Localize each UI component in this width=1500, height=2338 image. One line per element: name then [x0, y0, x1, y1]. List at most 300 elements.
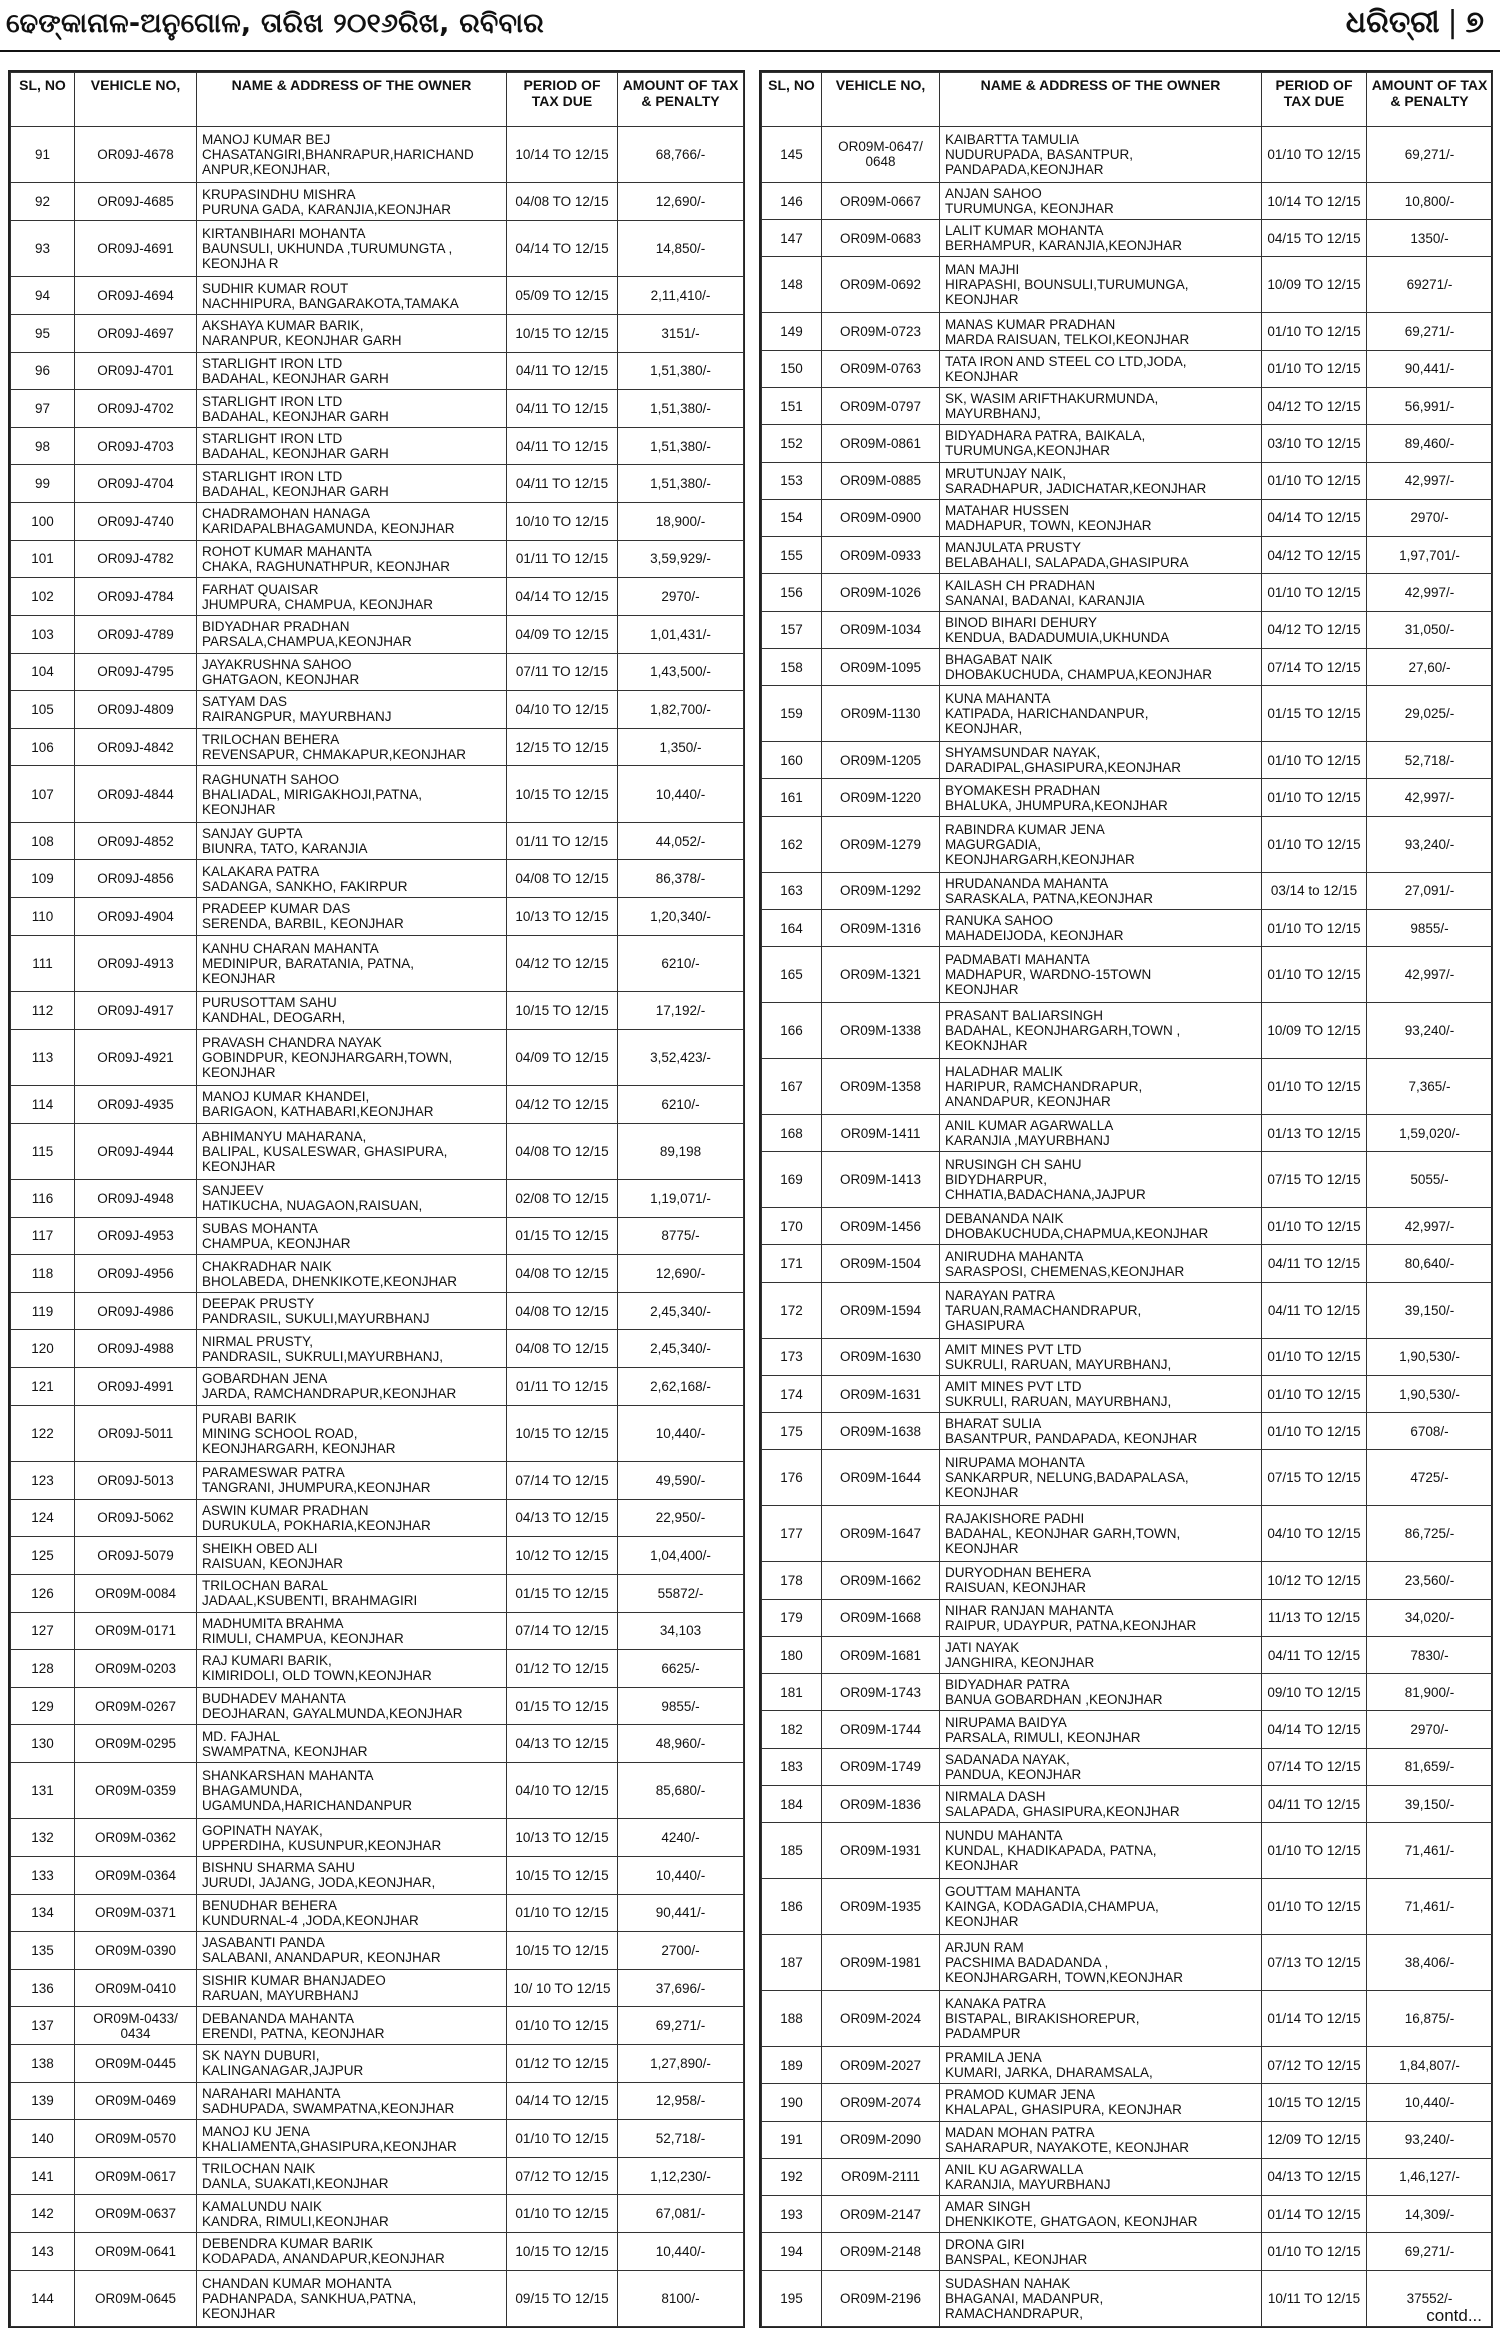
owner-line: DEBANANDA MAHANTA: [202, 2010, 355, 2026]
owner-cell: [940, 2084, 1262, 2121]
period-cell: 07/14 TO 12/15: [507, 1462, 618, 1500]
owner-cell: [940, 816, 1262, 872]
owner-cell: [940, 909, 1262, 946]
owner-line: SK NAYN DUBURI,: [202, 2048, 320, 2064]
owner-line: KATIPADA, HARICHANDANPUR,: [945, 706, 1149, 722]
owner-line: SHANKARSHAN MAHANTA: [202, 1768, 374, 1784]
owner-line: BERHAMPUR, KARANJIA,KEONJHAR: [945, 238, 1183, 254]
owner-line: RAIPUR, UDAYPUR, PATNA,KEONJHAR: [945, 1617, 1197, 1633]
owner-line: BADAHAL, KEONJHAR GARH: [202, 408, 389, 424]
amount-cell: 81,900/-: [1367, 1674, 1493, 1711]
period-cell: 04/13 TO 12/15: [1262, 2158, 1367, 2195]
amount-cell: 86,378/-: [618, 860, 744, 898]
vehicle-no-cell: OR09J-4740: [75, 503, 197, 541]
amount-cell: 89,198: [618, 1123, 744, 1179]
page-number: ୭: [1465, 5, 1484, 40]
amount-cell: 52,718/-: [1367, 742, 1493, 779]
owner-line: TRILOCHAN BARAL: [202, 1578, 329, 1594]
vehicle-no-cell: OR09M-1095: [822, 648, 940, 685]
table-row: [11, 465, 744, 503]
sl-cell: 140: [11, 2120, 75, 2158]
sl-cell: 158: [762, 648, 822, 685]
vehicle-no-cell: OR09M-1034: [822, 611, 940, 648]
table-row: [762, 1506, 1493, 1562]
owner-cell: [197, 2120, 507, 2158]
period-cell: 04/14 TO 12/15: [507, 2082, 618, 2120]
amount-cell: 12,958/-: [618, 2082, 744, 2120]
owner-cell: [197, 1330, 507, 1368]
vehicle-no-cell: OR09J-4704: [75, 465, 197, 503]
period-cell: 01/10 TO 12/15: [1262, 2233, 1367, 2270]
owner-line: ANIL KU AGARWALLA: [945, 2161, 1084, 2177]
sl-cell: 112: [11, 991, 75, 1029]
vehicle-no-cell: OR09M-1749: [822, 1748, 940, 1785]
table-row: [11, 1499, 744, 1537]
owner-line: BHAGANAI, MADANPUR,: [945, 2290, 1104, 2306]
amount-cell: 1,51,380/-: [618, 352, 744, 390]
sl-cell: 141: [11, 2157, 75, 2195]
period-cell: 04/14 TO 12/15: [507, 578, 618, 616]
vehicle-no-cell: OR09M-0797: [822, 387, 940, 424]
sl-cell: 172: [762, 1282, 822, 1338]
owner-line: TRILOCHAN BEHERA: [202, 732, 340, 748]
period-cell: 04/11 TO 12/15: [1262, 1282, 1367, 1338]
owner-line: RARUAN, MAYURBHANJ: [202, 1988, 359, 2004]
owner-cell: [940, 1338, 1262, 1375]
period-cell: 10/12 TO 12/15: [1262, 1562, 1367, 1599]
owner-cell: [940, 313, 1262, 350]
amount-cell: 1,84,807/-: [1367, 2046, 1493, 2083]
amount-cell: 1,82,700/-: [618, 691, 744, 729]
table-row: [762, 1114, 1493, 1151]
amount-cell: 7830/-: [1367, 1636, 1493, 1673]
owner-line: KARANJIA ,MAYURBHANJ: [945, 1133, 1110, 1149]
owner-line: KALAKARA PATRA: [202, 863, 320, 879]
owner-line: JASABANTI PANDA: [202, 1935, 325, 1951]
sl-cell: 169: [762, 1152, 822, 1208]
period-cell: 04/12 TO 12/15: [1262, 387, 1367, 424]
amount-cell: 2970/-: [1367, 1711, 1493, 1748]
owner-line: RAISUAN, KEONJHAR: [202, 1555, 344, 1571]
owner-line: SHYAMSUNDAR NAYAK,: [945, 745, 1101, 761]
owner-line: MADHUMITA BRAHMA: [202, 1615, 344, 1631]
period-cell: 07/13 TO 12/15: [1262, 1935, 1367, 1991]
amount-cell: 1,19,071/-: [618, 1180, 744, 1218]
sl-cell: 182: [762, 1711, 822, 1748]
vehicle-no-cell: OR09J-4685: [75, 183, 197, 221]
sl-cell: 99: [11, 465, 75, 503]
owner-line: KALINGANAGAR,JAJPUR: [202, 2063, 364, 2079]
sl-cell: 142: [11, 2195, 75, 2233]
sl-cell: 147: [762, 220, 822, 257]
owner-line: DRONA GIRI: [945, 2236, 1025, 2252]
vehicle-no-cell: OR09M-0647/ 0648: [822, 127, 940, 183]
amount-cell: 1,12,230/-: [618, 2157, 744, 2195]
owner-cell: [940, 350, 1262, 387]
table-row: [11, 183, 744, 221]
owner-line: KAINGA, KODAGADIA,CHAMPUA,: [945, 1899, 1159, 1915]
sl-cell: 154: [762, 499, 822, 536]
owner-line: GOBINDPUR, KEONJHARGARH,TOWN,: [202, 1049, 453, 1065]
sl-cell: 120: [11, 1330, 75, 1368]
amount-cell: 27,091/-: [1367, 872, 1493, 909]
period-cell: 04/12 TO 12/15: [507, 1086, 618, 1124]
table-row: [762, 1562, 1493, 1599]
owner-line: NUNDU MAHANTA: [945, 1828, 1063, 1844]
period-cell: 01/10 TO 12/15: [507, 2195, 618, 2233]
sl-cell: 104: [11, 653, 75, 691]
amount-cell: 93,240/-: [1367, 816, 1493, 872]
owner-line: DURUKULA, POKHARIA,KEONJHAR: [202, 1517, 431, 1533]
period-cell: 07/15 TO 12/15: [1262, 1152, 1367, 1208]
owner-cell: [940, 1991, 1262, 2047]
sl-cell: 125: [11, 1537, 75, 1575]
table-row: [11, 127, 744, 183]
owner-cell: [940, 425, 1262, 462]
owner-line: SAHARAPUR, NAYAKOTE, KEONJHAR: [945, 2139, 1190, 2155]
owner-cell: [940, 1059, 1262, 1115]
period-cell: 05/09 TO 12/15: [507, 277, 618, 315]
period-cell: 04/11 TO 12/15: [1262, 1245, 1367, 1282]
amount-cell: 1,27,890/-: [618, 2045, 744, 2083]
sl-cell: 129: [11, 1687, 75, 1725]
owner-cell: [197, 897, 507, 935]
owner-line: MANOJ KU JENA: [202, 2123, 311, 2139]
table-row: [762, 1599, 1493, 1636]
owner-line: KEONJHARGARH,KEONJHAR: [945, 851, 1135, 867]
owner-line: NIRMAL PRUSTY,: [202, 1333, 314, 1349]
owner-line: JANGHIRA, KEONJHAR: [945, 1655, 1095, 1671]
owner-cell: [940, 611, 1262, 648]
owner-line: BADAHAL, KEONJHAR GARH: [202, 370, 389, 386]
vehicle-no-cell: OR09M-1836: [822, 1786, 940, 1823]
owner-line: RAJ KUMARI BARIK,: [202, 1653, 332, 1669]
sl-cell: 138: [11, 2045, 75, 2083]
owner-line: PURUNA GADA, KARANJIA,KEONJHAR: [202, 201, 452, 217]
owner-cell: [940, 872, 1262, 909]
masthead-logo: ଧରିତ୍ରୀ: [1345, 5, 1440, 40]
owner-cell: [197, 1405, 507, 1461]
amount-cell: 2,45,340/-: [618, 1292, 744, 1330]
period-cell: 07/11 TO 12/15: [507, 653, 618, 691]
table-row: [11, 1123, 744, 1179]
owner-cell: [197, 860, 507, 898]
owner-line: HIRAPASHI, BOUNSULI,TURUMUNGA,: [945, 277, 1189, 293]
amount-cell: 2,45,340/-: [618, 1330, 744, 1368]
sl-cell: 193: [762, 2196, 822, 2233]
owner-line: BAUNSULI, UKHUNDA ,TURUMUNGTA ,: [202, 241, 453, 257]
period-cell: 07/15 TO 12/15: [1262, 1450, 1367, 1506]
vehicle-no-cell: OR09J-4784: [75, 578, 197, 616]
table-row: [762, 1991, 1493, 2047]
vehicle-no-cell: OR09M-2148: [822, 2233, 940, 2270]
owner-line: AMAR SINGH: [945, 2199, 1031, 2215]
owner-cell: [197, 1180, 507, 1218]
sl-cell: 192: [762, 2158, 822, 2195]
owner-cell: [197, 2195, 507, 2233]
dateline: ଢେଙ୍କାନାଳ-ଅନୁଗୋଳ, ତାରିଖ ୨୦୧୬ରିଖ, ରବିବାର: [6, 8, 544, 39]
vehicle-no-cell: OR09M-0390: [75, 1932, 197, 1970]
amount-cell: 85,680/-: [618, 1762, 744, 1818]
amount-cell: 8775/-: [618, 1217, 744, 1255]
period-cell: 10/10 TO 12/15: [507, 503, 618, 541]
vehicle-no-cell: OR09J-4904: [75, 897, 197, 935]
owner-line: RANUKA SAHOO: [945, 913, 1054, 929]
sl-cell: 133: [11, 1856, 75, 1894]
owner-cell: [940, 2233, 1262, 2270]
owner-line: JATI NAYAK: [945, 1640, 1020, 1656]
owner-cell: [940, 1823, 1262, 1879]
sl-cell: 117: [11, 1217, 75, 1255]
owner-line: KHALAPAL, GHASIPURA, KEONJHAR: [945, 2102, 1182, 2118]
owner-line: ANJAN SAHOO: [945, 186, 1042, 202]
table-row: [762, 1003, 1493, 1059]
table-row: [11, 1762, 744, 1818]
masthead-separator: |: [1447, 5, 1458, 40]
owner-line: KUNDAL, KHADIKAPADA, PATNA,: [945, 1843, 1157, 1859]
table-row: [11, 2082, 744, 2120]
amount-cell: 67,081/-: [618, 2195, 744, 2233]
sl-cell: 167: [762, 1059, 822, 1115]
owner-line: STARLIGHT IRON LTD: [202, 431, 343, 447]
table-row: [762, 499, 1493, 536]
table-row: [11, 1330, 744, 1368]
owner-line: MANAS KUMAR PRADHAN: [945, 316, 1116, 332]
amount-cell: 23,560/-: [1367, 1562, 1493, 1599]
amount-cell: 1,46,127/-: [1367, 2158, 1493, 2195]
owner-cell: [940, 1636, 1262, 1673]
period-cell: 10/15 TO 12/15: [507, 315, 618, 353]
table-row: [762, 1636, 1493, 1673]
vehicle-no-cell: OR09J-4944: [75, 1123, 197, 1179]
owner-cell: [940, 1562, 1262, 1599]
owner-cell: [197, 315, 507, 353]
owner-line: HALADHAR MALIK: [945, 1063, 1063, 1079]
table-row: [11, 1217, 744, 1255]
owner-line: TARUAN,RAMACHANDRAPUR,: [945, 1302, 1142, 1318]
owner-line: RAJAKISHORE PADHI: [945, 1511, 1085, 1527]
owner-line: HRUDANANDA MAHANTA: [945, 875, 1109, 891]
owner-line: SK, WASIM ARIFTHAKURMUNDA,: [945, 391, 1159, 407]
owner-line: BYOMAKESH PRADHAN: [945, 782, 1101, 798]
sl-cell: 105: [11, 691, 75, 729]
owner-line: NIRUPAMA MOHANTA: [945, 1455, 1085, 1471]
amount-cell: 12,690/-: [618, 1255, 744, 1293]
table-row: [11, 1856, 744, 1894]
owner-cell: [197, 183, 507, 221]
owner-line: PARSALA, RIMULI, KEONJHAR: [945, 1729, 1141, 1745]
table-row: [762, 779, 1493, 816]
sl-cell: 166: [762, 1003, 822, 1059]
period-cell: 03/14 to 12/15: [1262, 872, 1367, 909]
col-name-header: NAME & ADDRESS OF THE OWNER: [197, 73, 507, 127]
period-cell: 04/08 TO 12/15: [507, 183, 618, 221]
period-cell: 10/15 TO 12/15: [507, 1932, 618, 1970]
amount-cell: 9855/-: [618, 1687, 744, 1725]
owner-cell: [197, 2157, 507, 2195]
owner-line: ROHOT KUMAR MAHANTA: [202, 543, 372, 559]
table-row: [11, 1725, 744, 1763]
sl-cell: 156: [762, 574, 822, 611]
period-cell: 10/15 TO 12/15: [507, 1856, 618, 1894]
owner-line: KEONJHAR: [945, 1858, 1019, 1874]
col-sl-header: SL, NO: [11, 73, 75, 127]
period-cell: 01/10 TO 12/15: [1262, 779, 1367, 816]
sl-cell: 188: [762, 1991, 822, 2047]
sl-cell: 171: [762, 1245, 822, 1282]
sl-cell: 174: [762, 1375, 822, 1412]
continued-note: contd...: [1426, 2306, 1482, 2325]
owner-line: PRASANT BALIARSINGH: [945, 1008, 1104, 1024]
owner-line: BASANTPUR, PANDAPADA, KEONJHAR: [945, 1431, 1198, 1447]
vehicle-no-cell: OR09M-1279: [822, 816, 940, 872]
owner-cell: [940, 779, 1262, 816]
owner-cell: [197, 1762, 507, 1818]
sl-cell: 114: [11, 1086, 75, 1124]
owner-cell: [197, 427, 507, 465]
period-cell: 01/10 TO 12/15: [1262, 127, 1367, 183]
table-row: [11, 2233, 744, 2271]
sl-cell: 164: [762, 909, 822, 946]
period-cell: 09/10 TO 12/15: [1262, 1674, 1367, 1711]
amount-cell: 18,900/-: [618, 503, 744, 541]
sl-cell: 168: [762, 1114, 822, 1151]
table-row: [11, 1819, 744, 1857]
amount-cell: 17,192/-: [618, 991, 744, 1029]
owner-cell: [197, 2045, 507, 2083]
owner-line: PADAMPUR: [945, 2026, 1021, 2042]
amount-cell: 16,875/-: [1367, 1991, 1493, 2047]
owner-cell: [940, 537, 1262, 574]
table-row: [762, 2233, 1493, 2270]
owner-line: KEONJHAR: [202, 1158, 276, 1174]
period-cell: 01/10 TO 12/15: [507, 1894, 618, 1932]
sl-cell: 122: [11, 1405, 75, 1461]
amount-cell: 9855/-: [1367, 909, 1493, 946]
owner-line: HATIKUCHA, NUAGAON,RAISUAN,: [202, 1198, 423, 1214]
amount-cell: 34,020/-: [1367, 1599, 1493, 1636]
vehicle-no-cell: OR09J-4809: [75, 691, 197, 729]
period-cell: 01/10 TO 12/15: [1262, 313, 1367, 350]
period-cell: 01/13 TO 12/15: [1262, 1114, 1367, 1151]
owner-line: PURUSOTTAM SAHU: [202, 995, 337, 1011]
amount-cell: 1,90,530/-: [1367, 1338, 1493, 1375]
owner-line: FARHAT QUAISAR: [202, 581, 319, 597]
sl-cell: 119: [11, 1292, 75, 1330]
vehicle-no-cell: OR09J-4795: [75, 653, 197, 691]
owner-line: BINOD BIHARI DEHURY: [945, 614, 1098, 630]
sl-cell: 115: [11, 1123, 75, 1179]
amount-cell: 27,60/-: [1367, 648, 1493, 685]
sl-cell: 131: [11, 1762, 75, 1818]
owner-cell: [940, 220, 1262, 257]
table-row: [762, 2084, 1493, 2121]
sl-cell: 135: [11, 1932, 75, 1970]
owner-cell: [940, 742, 1262, 779]
sl-cell: 102: [11, 578, 75, 616]
owner-line: CHHATIA,BADACHANA,JAJPUR: [945, 1187, 1146, 1203]
sl-cell: 190: [762, 2084, 822, 2121]
amount-cell: 1,51,380/-: [618, 465, 744, 503]
owner-cell: [940, 2196, 1262, 2233]
owner-line: KEONJHARGARH, TOWN,KEONJHAR: [945, 1970, 1184, 1986]
vehicle-no-cell: OR09M-1316: [822, 909, 940, 946]
table-row: [762, 1450, 1493, 1506]
vehicle-no-cell: OR09J-4703: [75, 427, 197, 465]
owner-cell: [197, 1217, 507, 1255]
vehicle-no-cell: OR09M-0885: [822, 462, 940, 499]
sl-cell: 184: [762, 1786, 822, 1823]
owner-line: BANUA GOBARDHAN ,KEONJHAR: [945, 1692, 1163, 1708]
table-row: [11, 1255, 744, 1293]
owner-line: ANIRUDHA MAHANTA: [945, 1248, 1084, 1264]
owner-cell: [197, 2082, 507, 2120]
vehicle-no-cell: OR09M-2147: [822, 2196, 940, 2233]
owner-line: SARADHAPUR, JADICHATAR,KEONJHAR: [945, 480, 1207, 496]
owner-line: SADANGA, SANKHO, FAKIRPUR: [202, 878, 408, 894]
vehicle-no-cell: OR09M-1644: [822, 1450, 940, 1506]
owner-line: KEONJHAR: [945, 1485, 1019, 1501]
amount-cell: 10,440/-: [1367, 2084, 1493, 2121]
sl-cell: 116: [11, 1180, 75, 1218]
vehicle-no-cell: OR09M-0861: [822, 425, 940, 462]
owner-line: CHADRAMOHAN HANAGA: [202, 506, 371, 522]
vehicle-no-cell: OR09J-4986: [75, 1292, 197, 1330]
amount-cell: 2970/-: [1367, 499, 1493, 536]
owner-line: RABINDRA KUMAR JENA: [945, 821, 1105, 837]
period-cell: 03/10 TO 12/15: [1262, 425, 1367, 462]
amount-cell: 5055/-: [1367, 1152, 1493, 1208]
right-table-panel: [759, 70, 1493, 2328]
owner-line: PRAMOD KUMAR JENA: [945, 2087, 1096, 2103]
owner-cell: [197, 1856, 507, 1894]
period-cell: 04/08 TO 12/15: [507, 1255, 618, 1293]
sl-cell: 145: [762, 127, 822, 183]
sl-cell: 130: [11, 1725, 75, 1763]
table-row: [11, 1650, 744, 1688]
header-rule: [0, 50, 1500, 52]
table-row: [762, 1823, 1493, 1879]
owner-line: PACSHIMA BADADANDA ,: [945, 1955, 1109, 1971]
period-cell: 10/15 TO 12/15: [1262, 2084, 1367, 2121]
owner-line: KAILASH CH PRADHAN: [945, 577, 1096, 593]
sl-cell: 148: [762, 257, 822, 313]
owner-line: KIRTANBIHARI MOHANTA: [202, 226, 366, 242]
owner-cell: [940, 257, 1262, 313]
sl-cell: 108: [11, 822, 75, 860]
col-amount-header: AMOUNT OF TAX & PENALTY: [1367, 73, 1493, 127]
owner-line: CHAKA, RAGHUNATHPUR, KEONJHAR: [202, 558, 451, 574]
amount-cell: 69,271/-: [618, 2007, 744, 2045]
period-cell: 01/11 TO 12/15: [507, 822, 618, 860]
vehicle-no-cell: OR09M-0267: [75, 1687, 197, 1725]
vehicle-no-cell: OR09M-0371: [75, 1894, 197, 1932]
table-row: [11, 1932, 744, 1970]
table-row: [11, 615, 744, 653]
table-row: [11, 2195, 744, 2233]
vehicle-no-cell: OR09M-1668: [822, 1599, 940, 1636]
period-cell: 10/14 TO 12/15: [1262, 182, 1367, 219]
sl-cell: 106: [11, 728, 75, 766]
owner-cell: [197, 1462, 507, 1500]
owner-line: DANLA, SUAKATI,KEONJHAR: [202, 2176, 389, 2192]
table-row: [11, 2157, 744, 2195]
period-cell: 01/10 TO 12/15: [1262, 947, 1367, 1003]
tax-due-table-right: [761, 72, 1493, 2327]
sl-cell: 181: [762, 1674, 822, 1711]
col-sl-header: SL, NO: [762, 73, 822, 127]
vehicle-no-cell: OR09J-4856: [75, 860, 197, 898]
